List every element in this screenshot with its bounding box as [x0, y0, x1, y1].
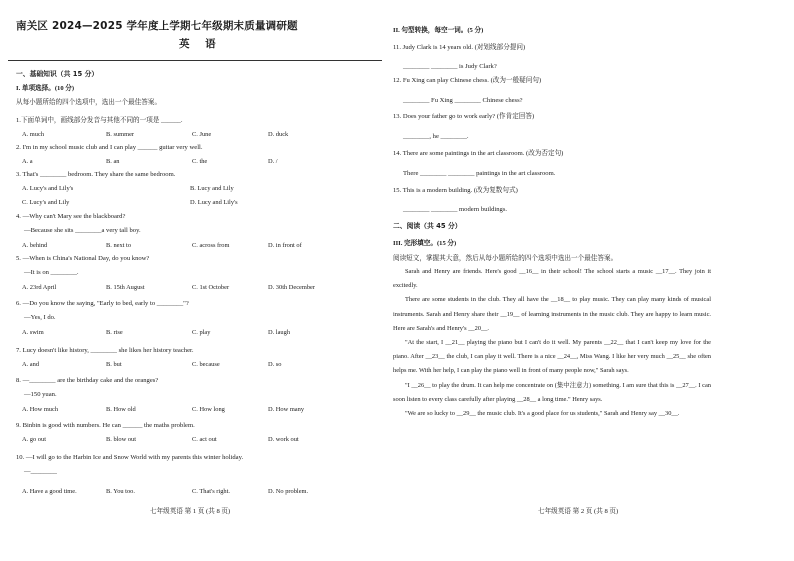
question-stem: 7. Lucy doesn't like history, ________ she likes her history teacher. — [16, 347, 194, 354]
transform-stem: 15. This is a modern building. (改为复数句式) — [393, 187, 518, 194]
exam-page-left — [0, 0, 390, 561]
part3-header: III. 完形填空。(15 分) — [393, 240, 457, 247]
transform-answer-line[interactable]: ________ ________ is Judy Clark? — [403, 63, 497, 70]
answer-option[interactable]: C. act out — [192, 436, 217, 443]
answer-option[interactable]: D. in front of — [268, 242, 302, 249]
page-footer-left: 七年级英语 第 1 页 (共 8 页) — [150, 508, 231, 515]
part1-instruction: 从每小题所给的四个选项中，选出一个最佳答案。 — [16, 99, 162, 106]
answer-option[interactable]: D. duck — [268, 131, 289, 138]
passage-paragraph: There are some students in the club. They all have the __18__ to play music. They can play many kinds of musical instruments. Sarah and Henry share their __19__ of learning instruments in the music club. They are happy to learn music. Here are Sarah's and Henry's __20__. — [393, 296, 711, 332]
answer-option[interactable]: D. Lucy and Lily's — [190, 199, 238, 206]
transform-stem: 13. Does your father go to work early? (作肯定回答) — [393, 113, 535, 120]
transform-stem: 12. Fu Xing can play Chinese chess. (改为一般疑问句) — [393, 77, 542, 84]
answer-option[interactable]: A. and — [22, 361, 40, 368]
passage-paragraph: Sarah and Henry are friends. Here's good __16__ in their school! The school starts a music __17__. They join it excitedly. — [393, 268, 711, 290]
answer-option[interactable]: C. play — [192, 329, 211, 336]
part2-header: II. 句型转换，每空一词。(5 分) — [393, 27, 484, 34]
answer-option[interactable]: A. How much — [22, 406, 59, 413]
transform-stem: 14. There are some paintings in the art classroom. (改为否定句) — [393, 150, 564, 157]
question-dialog-line: —________ — [24, 468, 57, 475]
answer-option[interactable]: C. How long — [192, 406, 225, 413]
answer-option[interactable]: B. rise — [106, 329, 123, 336]
answer-option[interactable]: C. June — [192, 131, 212, 138]
answer-option[interactable]: C. Lucy's and Lily — [22, 199, 70, 206]
question-dialog-line: —Because she sits ________a very tall boy. — [24, 227, 141, 234]
transform-answer-line[interactable]: ________, he ________. — [403, 133, 469, 140]
answer-option[interactable]: B. blow out — [106, 436, 137, 443]
passage-paragraph: "I __26__ to play the drum. It can help me concentrate on (集中注意力) something. I am sure that this is __27__. I can soon listen to every class carefully after playing __28__ a long time." Henry says. — [393, 381, 711, 403]
part3-instruction: 阅读短文，掌握其大意，然后从每小题所给的四个选项中选出一个最佳答案。 — [393, 255, 618, 262]
answer-option[interactable]: A. 23rd April — [22, 284, 57, 291]
answer-option[interactable]: A. Have a good time. — [22, 488, 77, 495]
answer-option[interactable]: B. summer — [106, 131, 135, 138]
answer-option[interactable]: B. but — [106, 361, 122, 368]
question-stem: 6. —Do you know the saying, "Early to bed, early to ________"? — [16, 300, 189, 307]
question-stem: 8. —________ are the birthday cake and the oranges? — [16, 377, 159, 384]
question-stem: 3. That's ________ bedroom. They share the same bedroom. — [16, 171, 176, 178]
answer-option[interactable]: A. Lucy's and Lily's — [22, 185, 74, 192]
question-stem: 1.下面单词中，画线部分发音与其他不同的一项是 ______. — [16, 117, 183, 124]
transform-answer-line[interactable]: ________ ________ modern buildings. — [403, 206, 508, 213]
question-stem: 10. —I will go to the Harbin Ice and Snow World with my parents this winter holiday. — [16, 454, 244, 461]
answer-option[interactable]: D. / — [268, 158, 278, 165]
answer-option[interactable]: A. behind — [22, 242, 48, 249]
answer-option[interactable]: D. No problem. — [268, 488, 309, 495]
answer-option[interactable]: C. 1st October — [192, 284, 230, 291]
answer-option[interactable]: D. work out — [268, 436, 299, 443]
answer-option[interactable]: B. You too. — [106, 488, 135, 495]
exam-title: 南关区 2024—2025 学年度上学期七年级期末质量调研题 — [16, 20, 298, 32]
answer-option[interactable]: A. swim — [22, 329, 44, 336]
answer-option[interactable]: C. That's right. — [192, 488, 230, 495]
passage-paragraph: "We are so lucky to __29__ the music club. It's a good place for us students," Sarah and Henry say __30__. — [405, 410, 680, 418]
part1-header: I. 单项选择。(10 分) — [16, 85, 75, 92]
answer-option[interactable]: D. so — [268, 361, 282, 368]
section1-header: 一、基础知识（共 15 分） — [16, 70, 99, 78]
page-footer-right: 七年级英语 第 2 页 (共 8 页) — [538, 508, 619, 515]
question-dialog-line: —150 yuan. — [24, 391, 57, 398]
question-dialog-line: —Yes, I do. — [24, 314, 56, 321]
question-stem: 4. —Why can't Mary see the blackboard? — [16, 213, 126, 220]
transform-answer-line[interactable]: There ________ ________ paintings in the art classroom. — [403, 170, 556, 177]
answer-option[interactable]: B. next to — [106, 242, 132, 249]
passage-paragraph: "At the start, I __21__ playing the piano but I can't do it well. My parents __22__ that I can't keep my love for the piano. After __23__ the club, I can play it well. There is a nice __24__, Miss Wang. I like her very much __25__ she often helps me. With her help, I can play the piano well in front of many people now," Sarah says. — [393, 339, 711, 375]
answer-option[interactable]: D. laugh — [268, 329, 291, 336]
answer-option[interactable]: B. 15th August — [106, 284, 145, 291]
exam-page-right — [393, 0, 794, 561]
answer-option[interactable]: B. Lucy and Lily — [190, 185, 234, 192]
answer-option[interactable]: D. How many — [268, 406, 305, 413]
answer-option[interactable]: A. go out — [22, 436, 46, 443]
transform-stem: 11. Judy Clark is 14 years old. (对划线部分提问) — [393, 44, 526, 51]
cloze-passage — [393, 265, 711, 421]
answer-option[interactable]: B. How old — [106, 406, 136, 413]
answer-option[interactable]: C. the — [192, 158, 208, 165]
answer-option[interactable]: A. a — [22, 158, 33, 165]
question-stem: 2. I'm in my school music club and I can play ______ guitar very well. — [16, 144, 203, 151]
exam-subject: 英 语 — [179, 38, 222, 50]
answer-option[interactable]: D. 30th December — [268, 284, 316, 291]
answer-option[interactable]: C. because — [192, 361, 220, 368]
answer-option[interactable]: C. across from — [192, 242, 230, 249]
question-stem: 5. —When is China's National Day, do you know? — [16, 255, 150, 262]
question-stem: 9. Binbin is good with numbers. He can ______ the maths problem. — [16, 422, 195, 429]
question-dialog-line: —It is on ________. — [24, 269, 79, 276]
transform-answer-line[interactable]: ________ Fu Xing ________ Chinese chess? — [403, 97, 523, 104]
header-divider — [8, 60, 382, 61]
answer-option[interactable]: A. much — [22, 131, 45, 138]
answer-option[interactable]: B. an — [106, 158, 120, 165]
section2-header: 二、阅读（共 45 分） — [393, 222, 462, 230]
